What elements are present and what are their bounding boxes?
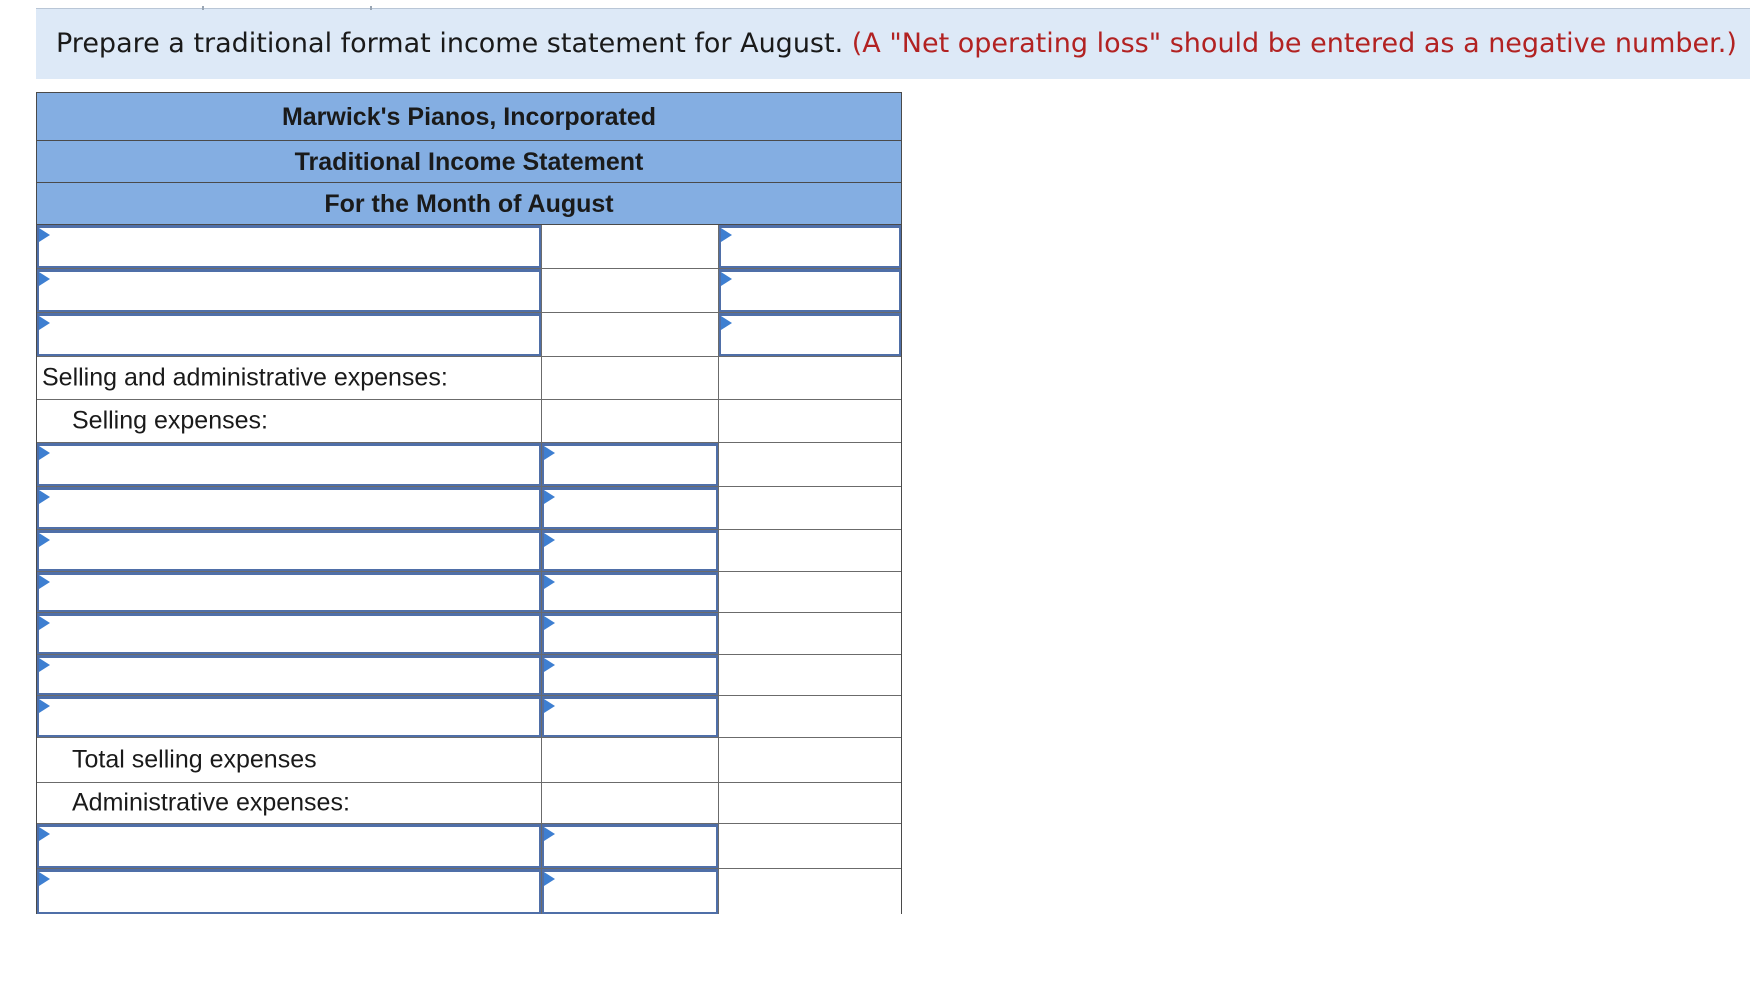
total-cell	[719, 443, 901, 486]
line-item-input[interactable]	[39, 446, 539, 484]
income-statement-table	[36, 92, 902, 914]
line-item-dropdown[interactable]	[37, 530, 541, 571]
amount-input[interactable]	[544, 827, 716, 866]
label-cell	[37, 487, 542, 529]
amount-dropdown[interactable]	[542, 696, 718, 737]
amount-input[interactable]	[544, 699, 716, 735]
total-amount-input[interactable]	[721, 228, 899, 266]
table-row	[37, 613, 901, 655]
instruction-text: Prepare a traditional format income statement for August.	[56, 28, 844, 59]
total-cell	[719, 869, 901, 914]
line-item-input[interactable]	[39, 228, 539, 266]
total-cell	[719, 824, 901, 868]
statement-header-company	[37, 93, 901, 141]
amount-input[interactable]	[544, 490, 716, 527]
label-cell	[37, 738, 542, 782]
line-item-dropdown[interactable]	[37, 824, 541, 868]
amount-cell	[542, 530, 719, 571]
instruction-line	[56, 28, 1737, 59]
amount-dropdown[interactable]	[542, 572, 718, 612]
total-cell	[719, 530, 901, 571]
label-cell	[37, 443, 542, 486]
total-amount-dropdown[interactable]	[719, 225, 901, 268]
label-cell	[37, 696, 542, 737]
label-cell	[37, 313, 542, 356]
total-amount-dropdown[interactable]	[719, 269, 901, 312]
line-item-dropdown[interactable]	[37, 869, 541, 914]
line-item-dropdown[interactable]	[37, 696, 541, 737]
label-cell	[37, 783, 542, 823]
amount-cell	[542, 400, 719, 442]
instruction-banner	[36, 8, 1750, 79]
company-name: Marwick's Pianos, Incorporated	[281, 103, 657, 131]
amount-cell	[542, 655, 719, 695]
amount-dropdown[interactable]	[542, 824, 718, 868]
table-row	[37, 487, 901, 530]
line-item-dropdown[interactable]	[37, 487, 541, 529]
amount-cell	[542, 869, 719, 914]
line-item-input[interactable]	[39, 490, 539, 527]
total-cell	[719, 313, 901, 356]
table-row	[37, 783, 901, 824]
statement-period: For the Month of August	[324, 190, 614, 218]
amount-cell	[542, 696, 719, 737]
table-row	[37, 824, 901, 869]
total-cell	[719, 400, 901, 442]
line-item-input[interactable]	[39, 872, 539, 912]
amount-cell	[542, 269, 719, 312]
table-row	[37, 313, 901, 357]
total-amount-dropdown[interactable]	[719, 313, 901, 356]
administrative-expenses-heading: Administrative expenses:	[72, 788, 350, 817]
total-cell	[719, 487, 901, 529]
total-cell	[719, 613, 901, 654]
amount-dropdown[interactable]	[542, 530, 718, 571]
table-row	[37, 738, 901, 783]
table-row	[37, 269, 901, 313]
line-item-input[interactable]	[39, 272, 539, 310]
line-item-input[interactable]	[39, 827, 539, 866]
label-cell	[37, 613, 542, 654]
amount-cell	[542, 357, 719, 399]
amount-cell	[542, 783, 719, 823]
table-row	[37, 655, 901, 696]
total-cell	[719, 269, 901, 312]
statement-title: Traditional Income Statement	[294, 148, 644, 176]
total-cell	[719, 572, 901, 612]
amount-cell	[542, 613, 719, 654]
total-cell	[719, 357, 901, 399]
line-item-dropdown[interactable]	[37, 269, 541, 312]
line-item-dropdown[interactable]	[37, 313, 541, 356]
label-cell	[37, 225, 542, 268]
total-cell	[719, 696, 901, 737]
table-row	[37, 357, 901, 400]
amount-dropdown[interactable]	[542, 655, 718, 695]
line-item-input[interactable]	[39, 699, 539, 735]
line-item-input[interactable]	[39, 616, 539, 652]
line-item-dropdown[interactable]	[37, 655, 541, 695]
amount-cell	[542, 225, 719, 268]
selling-admin-heading: Selling and administrative expenses:	[42, 363, 448, 392]
amount-input[interactable]	[544, 575, 716, 610]
line-item-dropdown[interactable]	[37, 225, 541, 268]
amount-dropdown[interactable]	[542, 487, 718, 529]
amount-dropdown[interactable]	[542, 613, 718, 654]
line-item-input[interactable]	[39, 316, 539, 354]
statement-header-title	[37, 141, 901, 183]
instruction-note: (A "Net operating loss" should be entered as a negative number.)	[851, 28, 1737, 59]
table-row	[37, 443, 901, 487]
table-row	[37, 530, 901, 572]
line-item-dropdown[interactable]	[37, 572, 541, 612]
total-cell	[719, 738, 901, 782]
label-cell	[37, 655, 542, 695]
label-cell	[37, 269, 542, 312]
label-cell	[37, 572, 542, 612]
amount-input[interactable]	[544, 616, 716, 652]
table-row	[37, 225, 901, 269]
label-cell	[37, 357, 542, 399]
table-row	[37, 696, 901, 738]
amount-cell	[542, 738, 719, 782]
line-item-input[interactable]	[39, 658, 539, 693]
amount-dropdown[interactable]	[542, 869, 718, 914]
total-cell	[719, 225, 901, 268]
label-cell	[37, 530, 542, 571]
amount-cell	[542, 487, 719, 529]
amount-cell	[542, 443, 719, 486]
amount-input[interactable]	[544, 533, 716, 569]
table-row	[37, 400, 901, 443]
line-item-dropdown[interactable]	[37, 443, 541, 486]
line-item-input[interactable]	[39, 575, 539, 610]
amount-cell	[542, 824, 719, 868]
amount-cell	[542, 313, 719, 356]
total-cell	[719, 783, 901, 823]
total-amount-input[interactable]	[721, 272, 899, 310]
label-cell	[37, 869, 542, 914]
label-cell	[37, 400, 542, 442]
table-row	[37, 869, 901, 914]
amount-cell	[542, 572, 719, 612]
amount-input[interactable]	[544, 872, 716, 912]
amount-input[interactable]	[544, 658, 716, 693]
banner-tick-mark	[202, 6, 204, 10]
total-cell	[719, 655, 901, 695]
amount-dropdown[interactable]	[542, 443, 718, 486]
line-item-dropdown[interactable]	[37, 613, 541, 654]
banner-tick-mark	[370, 6, 372, 10]
total-amount-input[interactable]	[721, 316, 899, 354]
statement-header-period	[37, 183, 901, 225]
line-item-input[interactable]	[39, 533, 539, 569]
total-selling-expenses-label: Total selling expenses	[72, 745, 317, 774]
amount-input[interactable]	[544, 446, 716, 484]
label-cell	[37, 824, 542, 868]
selling-expenses-heading: Selling expenses:	[72, 406, 268, 435]
table-row	[37, 572, 901, 613]
